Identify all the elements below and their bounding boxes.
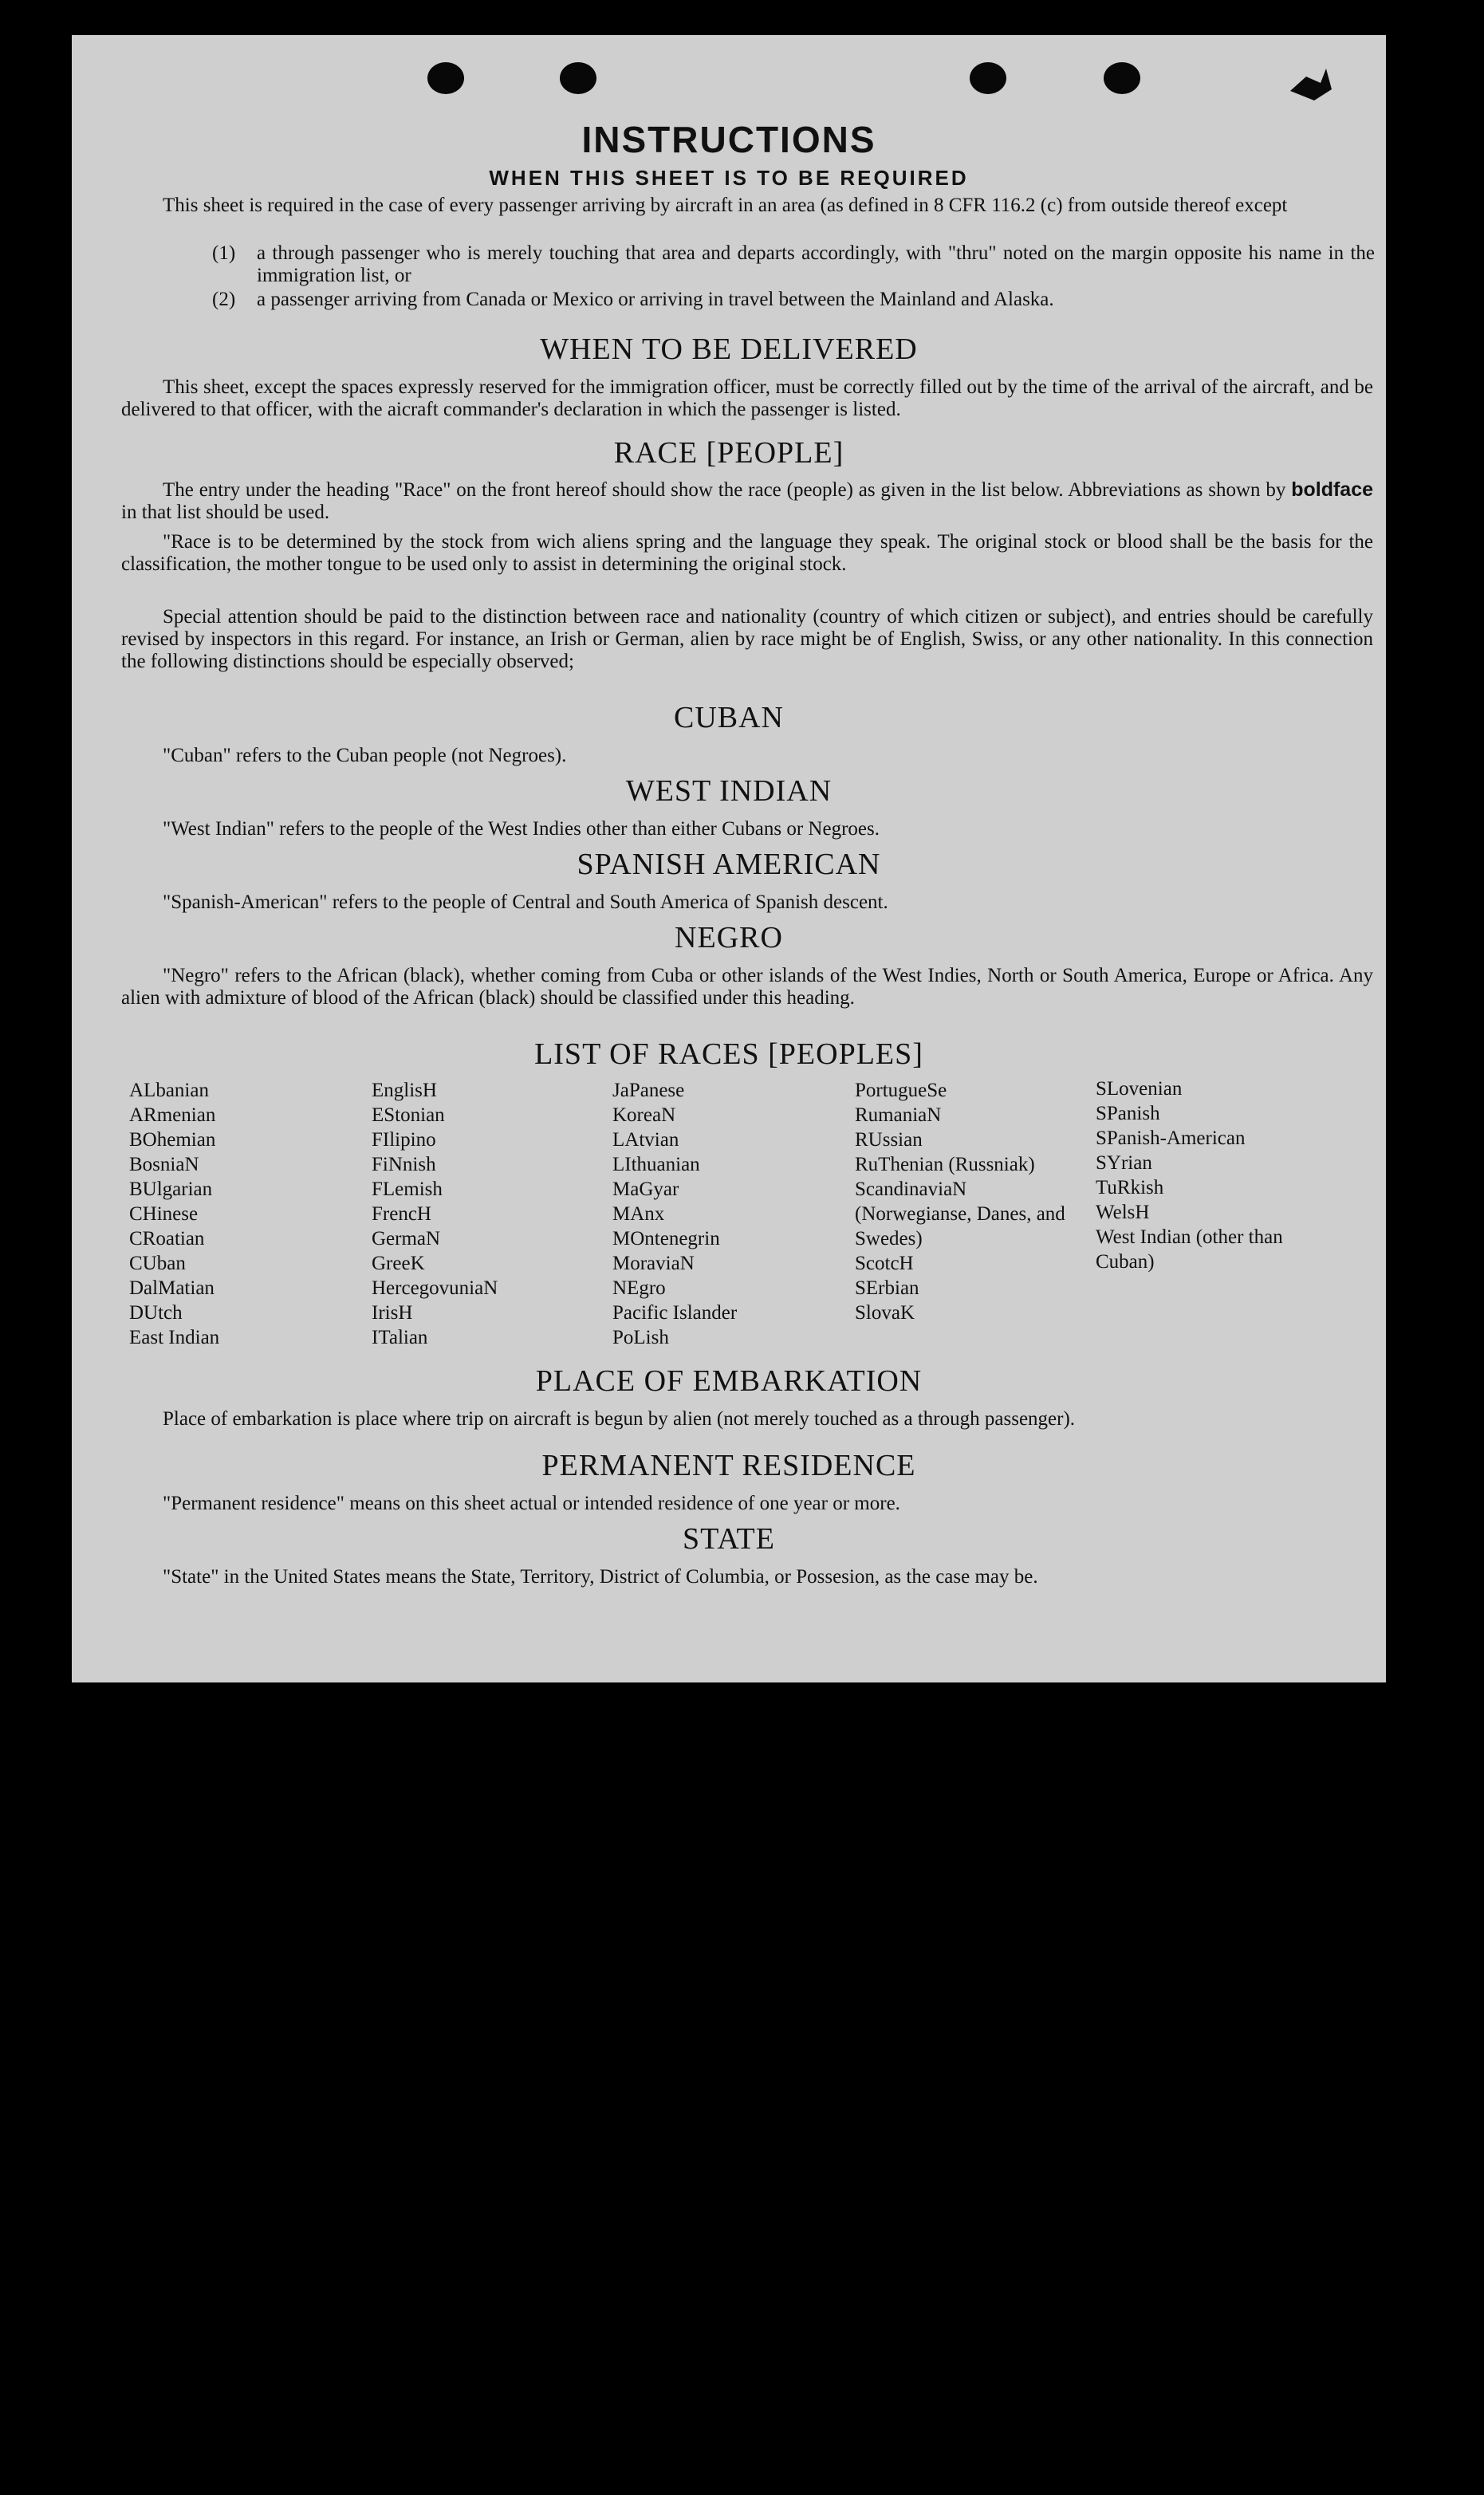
race-list-item: PoLish [612,1327,669,1348]
race-list-item: RUssian [855,1129,923,1151]
race-list-item: FiNnish [372,1154,436,1175]
race-p1-bold: boldface [1291,478,1373,501]
embarkation-heading: PLACE OF EMBARKATION [535,1364,923,1398]
race-list-item: BUlgarian [129,1179,213,1200]
punch-hole [970,62,1006,94]
race-list-item: ALbanian [129,1080,209,1101]
negro-heading: NEGRO [675,921,783,954]
race-list-item: TuRkish [1096,1177,1164,1198]
race-p1-text-end: in that list should be used. [121,502,330,523]
race-list-item: FrencH [372,1203,431,1225]
race-list-item: RumaniaN [855,1104,942,1126]
item-number: (1) [212,242,236,264]
race-list-item: MAnx [612,1203,665,1225]
races-column-3 [612,1078,737,1350]
delivered-heading: WHEN TO BE DELIVERED [540,333,918,366]
race-paragraph-1 [121,478,1373,524]
state-heading: STATE [683,1522,775,1556]
race-list-item: JaPanese [612,1080,685,1101]
race-list-item: ScandinaviaN (Norwegianse, Danes, and Swedes) [855,1179,1065,1249]
residence-heading: PERMANENT RESIDENCE [541,1449,916,1482]
race-list-item: CHinese [129,1203,199,1225]
race-list-item: CRoatian [129,1228,205,1249]
delivered-text: This sheet, except the spaces expressly reserved for the immigration officer, must be correctly filled out by the time of the arrival of the aircraft, and be delivered to that officer, with the aicraft commander's declaration in which the passenger is listed. [121,376,1373,420]
spanish-american-heading: SPANISH AMERICAN [577,848,881,881]
race-paragraph-2: "Race is to be determined by the stock from wich aliens spring and the language they speak. The original stock or blood shall be the basis for the classification, the mother tongue to be used only to assist in determining the original stock. [121,531,1373,575]
race-list-item: SlovaK [855,1302,915,1324]
instructions-title: INSTRUCTIONS [581,119,876,160]
race-list-item: FLemish [372,1179,443,1200]
west-indian-text: "West Indian" refers to the people of the West Indies other than either Cubans or Negroes. [163,818,880,840]
races-column-2 [372,1078,498,1350]
race-list-item: East Indian [129,1327,220,1348]
race-list-item: DUtch [129,1302,183,1324]
negro-text: "Negro" refers to the African (black), whether coming from Cuba or other islands of the West Indies, North or South America, Europe or Africa. Any alien with admixture of blood of the African (black) should be classified under this heading. [121,965,1373,1009]
races-column-1 [129,1078,219,1350]
item-number: (2) [212,289,236,310]
race-list-item: PortugueSe [855,1080,947,1101]
race-list-item: CUban [129,1253,186,1274]
race-list-item: EnglisH [372,1080,437,1101]
race-list-item: BOhemian [129,1129,216,1151]
race-heading: RACE [PEOPLE] [613,436,844,470]
list-of-races-heading: LIST OF RACES [PEOPLES] [534,1037,923,1071]
cuban-text: "Cuban" refers to the Cuban people (not Negroes). [163,745,567,766]
race-list-item: SErbian [855,1277,919,1299]
race-list-item: RuThenian (Russniak) [855,1154,1035,1175]
races-column-5 [1096,1076,1311,1274]
race-list-item: LAtvian [612,1129,679,1151]
race-list-item: ScotcH [855,1253,914,1274]
cuban-heading: CUBAN [673,701,785,734]
item-text: a passenger arriving from Canada or Mexico or arriving in travel between the Mainland and Alaska. [257,289,1054,310]
race-list-item: FIlipino [372,1129,436,1151]
residence-text: "Permanent residence" means on this sheet actual or intended residence of one year or more. [163,1493,900,1514]
race-list-item: HercegovuniaN [372,1277,498,1299]
race-list-item: NEgro [612,1277,666,1299]
punch-hole [560,62,596,94]
race-list-item: SYrian [1096,1152,1152,1174]
race-list-item: GermaN [372,1228,441,1249]
race-list-item: MOntenegrin [612,1228,720,1249]
punch-hole [427,62,464,94]
embarkation-text: Place of embarkation is place where trip on aircraft is begun by alien (not merely touched as a through passenger). [163,1408,1076,1430]
race-list-item: MoraviaN [612,1253,695,1274]
race-list-item: GreeK [372,1253,425,1274]
race-list-item: WelsH [1096,1202,1150,1223]
exception-item-1 [212,242,1375,287]
race-list-item: ARmenian [129,1104,216,1126]
race-p1-text: The entry under the heading "Race" on the front hereof should show the race (people) as given in the list below. Abbreviations as shown by [163,479,1286,501]
document-page [72,35,1386,1682]
race-list-item: MaGyar [612,1179,679,1200]
race-list-item: KoreaN [612,1104,676,1126]
instructions-subtitle: WHEN THIS SHEET IS TO BE REQUIRED [489,166,969,190]
race-list-item: West Indian (other than Cuban) [1096,1226,1283,1273]
race-paragraph-3: Special attention should be paid to the distinction between race and nationality (country of which citizen or subject), and entries should be carefully revised by inspectors in this regard. For instance, an Irish or German, alien by race might be of English, Swiss, or any other nationality. In this connection the following distinctions should be especially observed; [121,606,1373,672]
race-list-item: ITalian [372,1327,428,1348]
race-list-item: BosniaN [129,1154,199,1175]
spanish-american-text: "Spanish-American" refers to the people of Central and South America of Spanish descent. [163,891,888,913]
race-list-item: Pacific Islander [612,1302,738,1324]
race-list-item: LIthuanian [612,1154,700,1175]
races-column-4 [855,1078,1070,1325]
race-list-item: SPanish [1096,1103,1160,1124]
item-text: a through passenger who is merely touching that area and departs accordingly, with "thru" noted on the margin opposite his name in the immigration list, or [257,242,1375,286]
race-list-item: SLovenian [1096,1078,1183,1100]
instructions-intro: This sheet is required in the case of every passenger arriving by aircraft in an area (as defined in 8 CFR 116.2 (c) from outside thereof except [163,195,1288,216]
exception-item-2 [212,289,1375,311]
race-list-item: IrisH [372,1302,413,1324]
state-text: "State" in the United States means the State, Territory, District of Columbia, or Possesion, as the case may be. [163,1566,1038,1588]
torn-corner-icon [1282,59,1338,115]
race-list-item: SPanish-American [1096,1127,1246,1149]
punch-hole [1104,62,1140,94]
race-list-item: DalMatian [129,1277,215,1299]
race-list-item: EStonian [372,1104,445,1126]
west-indian-heading: WEST INDIAN [625,774,833,808]
